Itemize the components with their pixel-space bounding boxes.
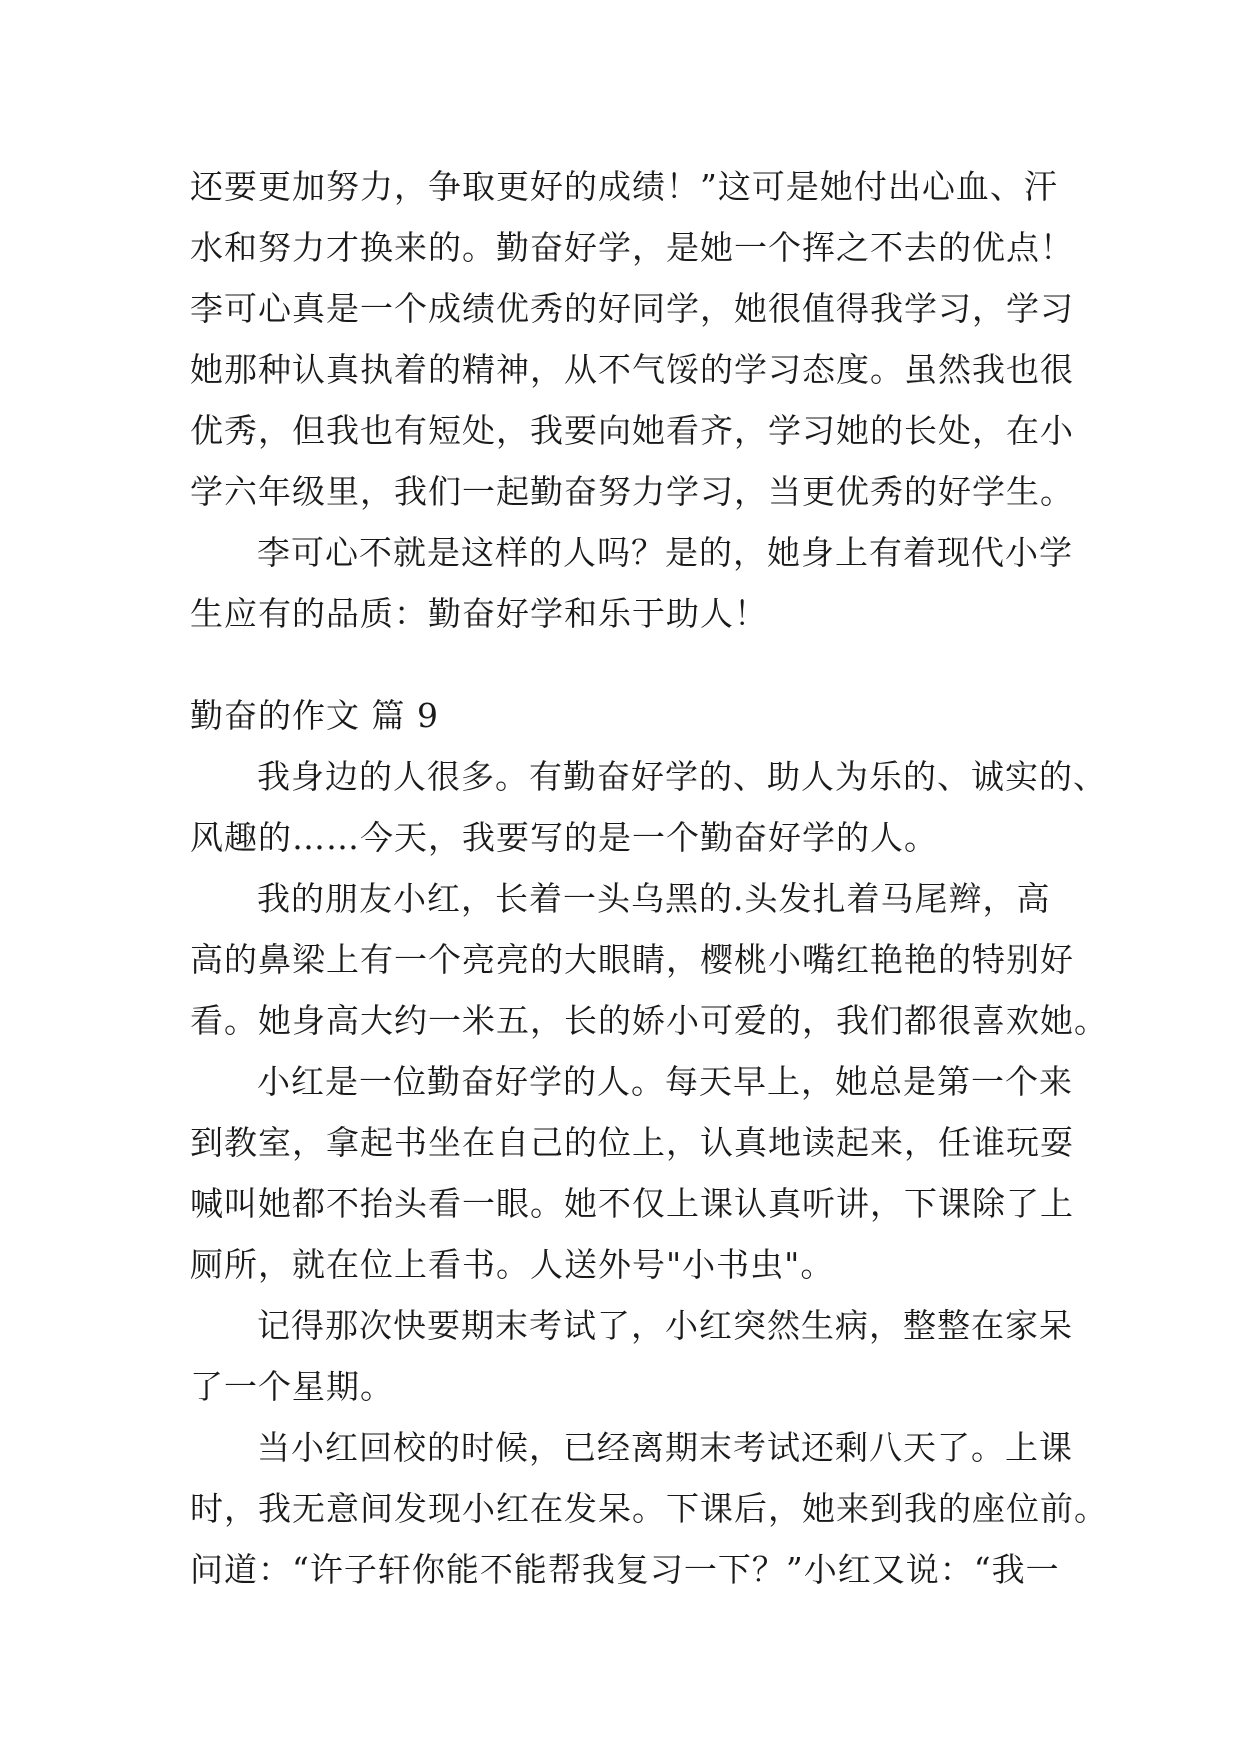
text-line: 生应有的品质：勤奋好学和乐于助人！ <box>190 594 768 633</box>
text-line: 高的鼻梁上有一个亮亮的大眼睛，樱桃小嘴红艳艳的特别好 <box>190 940 1074 979</box>
text-line: 学六年级里，我们一起勤奋努力学习，当更优秀的好学生。 <box>190 472 1074 511</box>
text-line: 还要更加努力，争取更好的成绩！”这可是她付出心血、汗 <box>190 167 1058 206</box>
text-line: 到教室，拿起书坐在自己的位上，认真地读起来，任谁玩耍 <box>190 1123 1074 1162</box>
section-heading: 勤奋的作文 篇 9 <box>190 696 439 735</box>
text-line: 喊叫她都不抬头看一眼。她不仅上课认真听讲，下课除了上 <box>190 1184 1074 1223</box>
text-line: 我身边的人很多。有勤奋好学的、助人为乐的、诚实的、 <box>257 757 1107 796</box>
text-line: 了一个星期。 <box>190 1367 394 1406</box>
text-line: 看。她身高大约一米五，长的娇小可爱的，我们都很喜欢她。 <box>190 1001 1108 1040</box>
text-line: 她那种认真执着的精神，从不气馁的学习态度。虽然我也很 <box>190 350 1074 389</box>
text-line: 记得那次快要期末考试了，小红突然生病，整整在家呆 <box>257 1306 1073 1345</box>
text-line: 李可心不就是这样的人吗？是的，她身上有着现代小学 <box>257 533 1073 572</box>
text-line: 风趣的……今天，我要写的是一个勤奋好学的人。 <box>190 818 938 857</box>
text-line: 问道：“许子轩你能不能帮我复习一下？”小红又说：“我一 <box>190 1550 1060 1589</box>
text-line: 李可心真是一个成绩优秀的好同学，她很值得我学习，学习 <box>190 289 1074 328</box>
text-line: 时，我无意间发现小红在发呆。下课后，她来到我的座位前。 <box>190 1489 1108 1528</box>
text-line: 优秀，但我也有短处，我要向她看齐，学习她的长处，在小 <box>190 411 1074 450</box>
text-line: 小红是一位勤奋好学的人。每天早上，她总是第一个来 <box>257 1062 1073 1101</box>
text-line: 厕所，就在位上看书。人送外号"小书虫"。 <box>190 1245 835 1284</box>
text-line: 水和努力才换来的。勤奋好学，是她一个挥之不去的优点！ <box>190 228 1074 267</box>
text-line: 当小红回校的时候，已经离期末考试还剩八天了。上课 <box>257 1428 1073 1467</box>
text-line: 我的朋友小红，长着一头乌黑的.头发扎着马尾辫，高 <box>257 879 1051 918</box>
